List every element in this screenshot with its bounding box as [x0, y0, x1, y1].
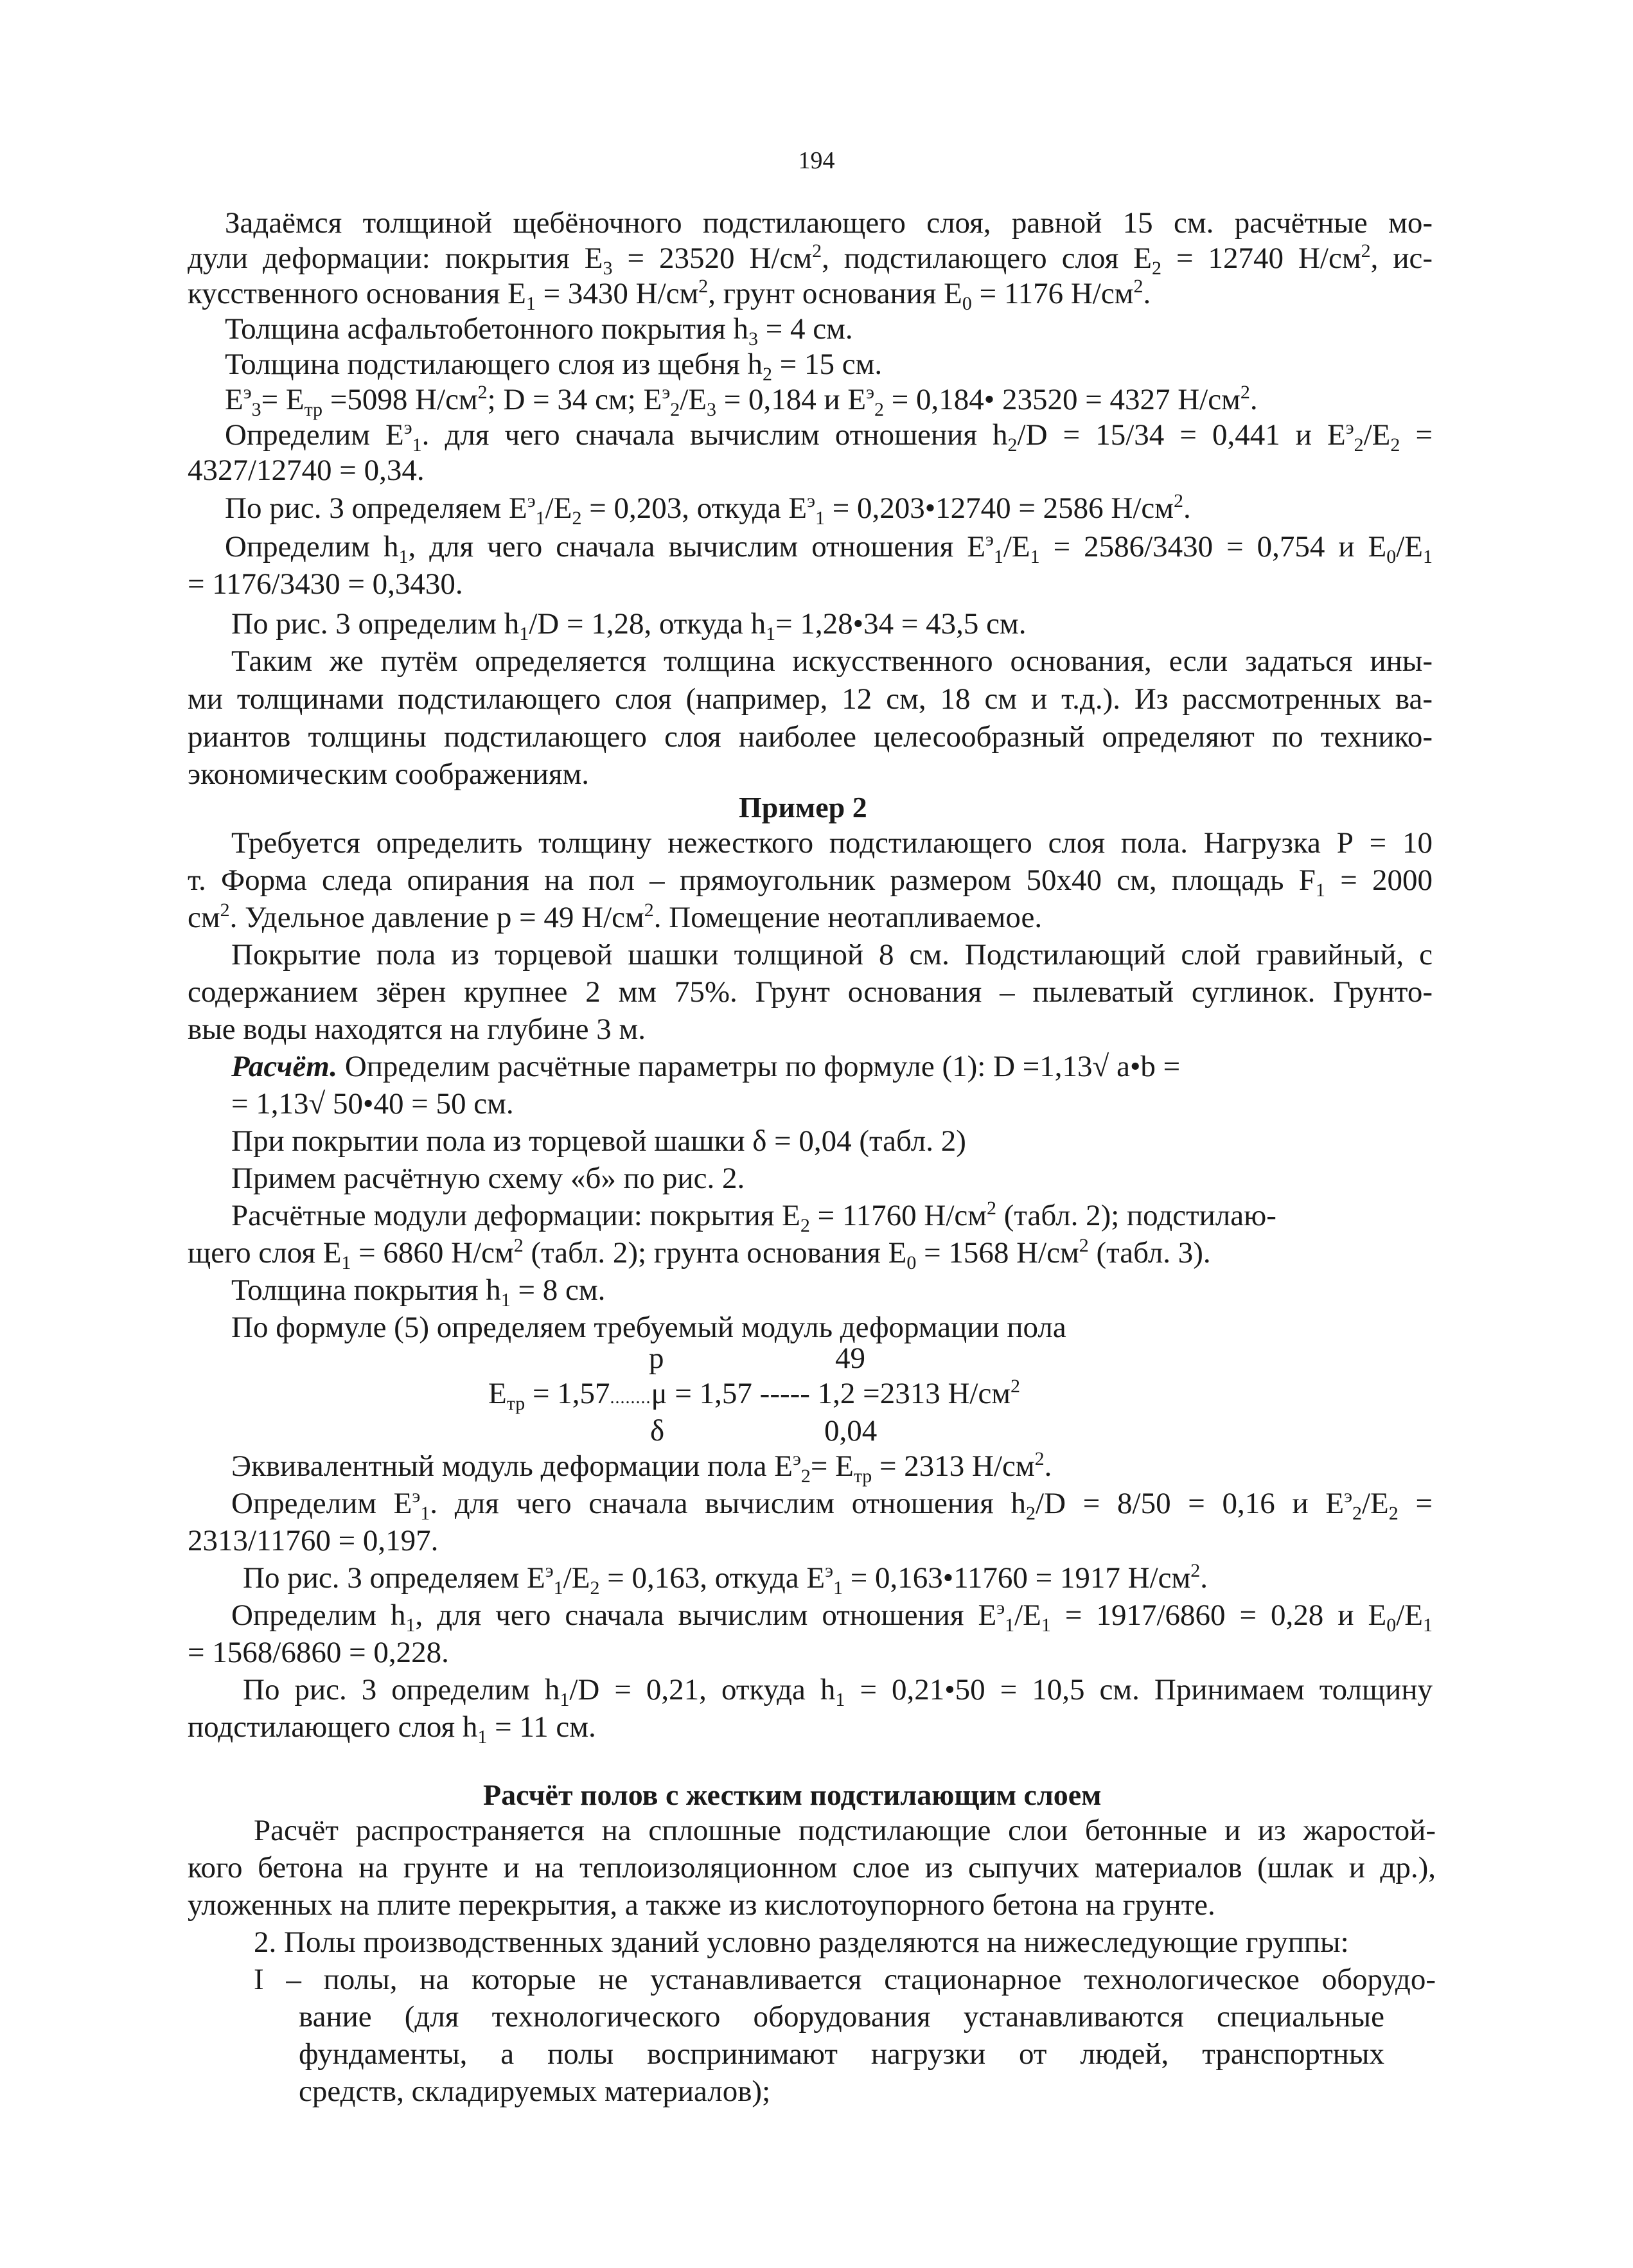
paragraph-line: 4327/12740 = 0,34. — [188, 454, 425, 487]
paragraph-line: $см^2$. Удельное давление р = 49 $Н/см^2$. Помещение неотапливаемое. — [188, 899, 1043, 934]
paragraph-line: Таким же путём определяется толщина искусственного основания, если задаться ины- — [231, 644, 1433, 678]
paragraph-line: кусственного основания $Е_1 = 3430$ $Н/см^2$, грунт основания $Е_0 = 1176$ $Н/см^2$. — [188, 276, 1151, 314]
paragraph-line: По рис. 3 определяем $Е^э_1/Е_2 = 0,163$, откуда $Е^э_1$ = 0,163•11760 = 1917 $Н/см^2$. — [243, 1560, 1208, 1599]
paragraph-line: По рис. 3 определим $h_1/D = 0,21$, откуда $h_1$ = 0,21•50 = 10,5 см. Принимаем толщину — [243, 1673, 1433, 1710]
paragraph-line: Задаёмся толщиной щебёночного подстилающего слоя, равной 15 см. расчётные мо- — [225, 206, 1433, 240]
paragraph-line: Определим $Е^э_1$. для чего сначала вычислим отношения $h_2/D = 15/34 = 0,441$ и $Е^э_2/Е_2$ = — [225, 417, 1433, 456]
list-item-line: фундаменты, а полы воспринимают нагрузки от людей, транспортных — [299, 2037, 1384, 2071]
paragraph-line: дули деформации: покрытия $Е_3 = 23520$ $Н/см^2$, подстилающего слоя $Е_2 = 12740$ $Н/см^2$, ис- — [188, 240, 1433, 279]
paragraph-line: По рис. 3 определим $h_1/D = 1,28$, откуда $h_1=$ 1,28•34 = 43,5 см. — [231, 607, 1027, 644]
paragraph-line: подстилающего слоя $h_1 = 11$ см. — [188, 1710, 596, 1748]
formula-numerator-49: 49 — [835, 1342, 865, 1375]
paragraph-line: Определим $Е^э_1$. для чего сначала вычислим отношения $h_2/D = 8/50 = 0,16$ и $Е^э_2/Е_2$ = — [231, 1485, 1433, 1524]
paragraph-line: щего слоя $Е_1 = 6860$ $Н/см^2$ (табл. 2); грунта основания $Е_0 = 1568$ $Н/см^2$ (табл. 3). — [188, 1235, 1211, 1273]
paragraph-line: = 1568/6860 = 0,228. — [188, 1636, 449, 1669]
paragraph-line: Эквивалентный модуль деформации пола $Е^э_2= Е_{тр} = 2313$ $Н/см^2$. — [231, 1448, 1052, 1487]
paragraph-line: При покрытии пола из торцевой шашки δ = 0,04 (табл. 2) — [231, 1124, 966, 1158]
paragraph-line: Примем расчётную схему «б» по рис. 2. — [231, 1162, 745, 1195]
section-heading: Расчёт полов с жестким подстилающим слоем — [483, 1778, 1102, 1811]
paragraph-line: Толщина подстилающего слоя из щебня $h_2 = 15$ см. — [225, 348, 883, 385]
formula-denominator-delta: δ — [650, 1414, 665, 1448]
paragraph-line: = 1,13√ 50•40 = 50 см. — [231, 1087, 514, 1121]
paragraph-line: Требуется определить толщину нежесткого подстилающего слоя пола. Нагрузка Р = 10 — [231, 826, 1433, 860]
paragraph-line: кого бетона на грунте и на теплоизоляционном слое из сыпучих материалов (шлак и др.), — [188, 1851, 1436, 1884]
paragraph-line: Расчётные модули деформации: покрытия $Е_2 = 11760$ $Н/см^2$ (табл. 2); подстилаю- — [231, 1198, 1276, 1236]
paragraph-line: ми толщинами подстилающего слоя (например, 12 см, 18 см и т.д.). Из рассмотренных ва- — [188, 682, 1433, 716]
paragraph-line: Толщина покрытия $h_1 = 8$ см. — [231, 1273, 606, 1311]
formula-denominator-004: 0,04 — [824, 1414, 878, 1448]
paragraph-line: Определим $h_1$, для чего сначала вычислим отношения $Е^э_1/Е_1 = 1917/6860 = 0,28$ и $Е_0/Е_1$ — [231, 1597, 1433, 1636]
list-item-line: I – полы, на которые не устанавливается стационарное технологическое оборудо- — [254, 1963, 1436, 1996]
paragraph-line: риантов толщины подстилающего слоя наиболее целесообразный определяют по технико- — [188, 720, 1433, 754]
paragraph-line: содержанием зёрен крупнее 2 мм 75%. Грунт основания – пылеватый суглинок. Грунто- — [188, 975, 1433, 1009]
paragraph-line: Толщина асфальтобетонного покрытия $h_3 = 4$ см. — [225, 312, 853, 350]
paragraph-line: По рис. 3 определяем $Е^э_1/Е_2 = 0,203$, откуда $Е^э_1$ = 0,203•12740 = 2586 $Н/см^2$. — [225, 490, 1191, 529]
list-item-line: средств, складируемых материалов); — [299, 2075, 771, 2108]
page-number: 194 — [798, 147, 835, 174]
list-item-line: вание (для технологического оборудования устанавливаются специальные — [299, 2000, 1384, 2033]
formula-main-line: $Е_{тр} = 1,57........\mu = 1,57$ ----- 1,2 =2313 $Н/см^2$ — [488, 1376, 1021, 1414]
section-heading: Пример 2 — [739, 791, 867, 824]
paragraph-line: т. Форма следа опирания на пол – прямоугольник размером 50х40 см, площадь $F_1 = 2000$ — [188, 864, 1433, 901]
paragraph-line: экономическим соображениям. — [188, 757, 590, 791]
paragraph-line: 2. Полы производственных зданий условно разделяются на нижеследующие группы: — [254, 1926, 1349, 1959]
paragraph-line: $Е^э_3= Е_{тр} =5098$ $Н/см^2$; D = 34 см; $Е^э_2/Е_3 = 0,184$ и $Е^э_2$ = 0,184• 23520 = 4327 $Н/см^2$. — [225, 382, 1258, 420]
paragraph-line: = 1176/3430 = 0,3430. — [188, 567, 463, 601]
paragraph-line: По формуле (5) определяем требуемый модуль деформации пола — [231, 1311, 1066, 1344]
paragraph-line: уложенных на плите перекрытия, а также из кислотоупорного бетона на грунте. — [188, 1888, 1215, 1922]
paragraph-line: вые воды находятся на глубине 3 м. — [188, 1013, 646, 1046]
paragraph-line: 2313/11760 = 0,197. — [188, 1524, 439, 1557]
formula-numerator-p: р — [649, 1342, 664, 1375]
paragraph-line: Покрытие пола из торцевой шашки толщиной 8 см. Подстилающий слой гравийный, с — [231, 938, 1433, 971]
paragraph-line: Расчёт. Определим расчётные параметры по формуле (1): D =1,13√ а•b = — [231, 1050, 1181, 1083]
paragraph-line: Определим $h_1$, для чего сначала вычислим отношения $Е^э_1/Е_1 = 2586/3430 = 0,754$ и $Е_0/Е_1$ — [225, 529, 1433, 567]
paragraph-line: Расчёт распространяется на сплошные подстилающие слои бетонные и из жаростой- — [254, 1814, 1436, 1847]
